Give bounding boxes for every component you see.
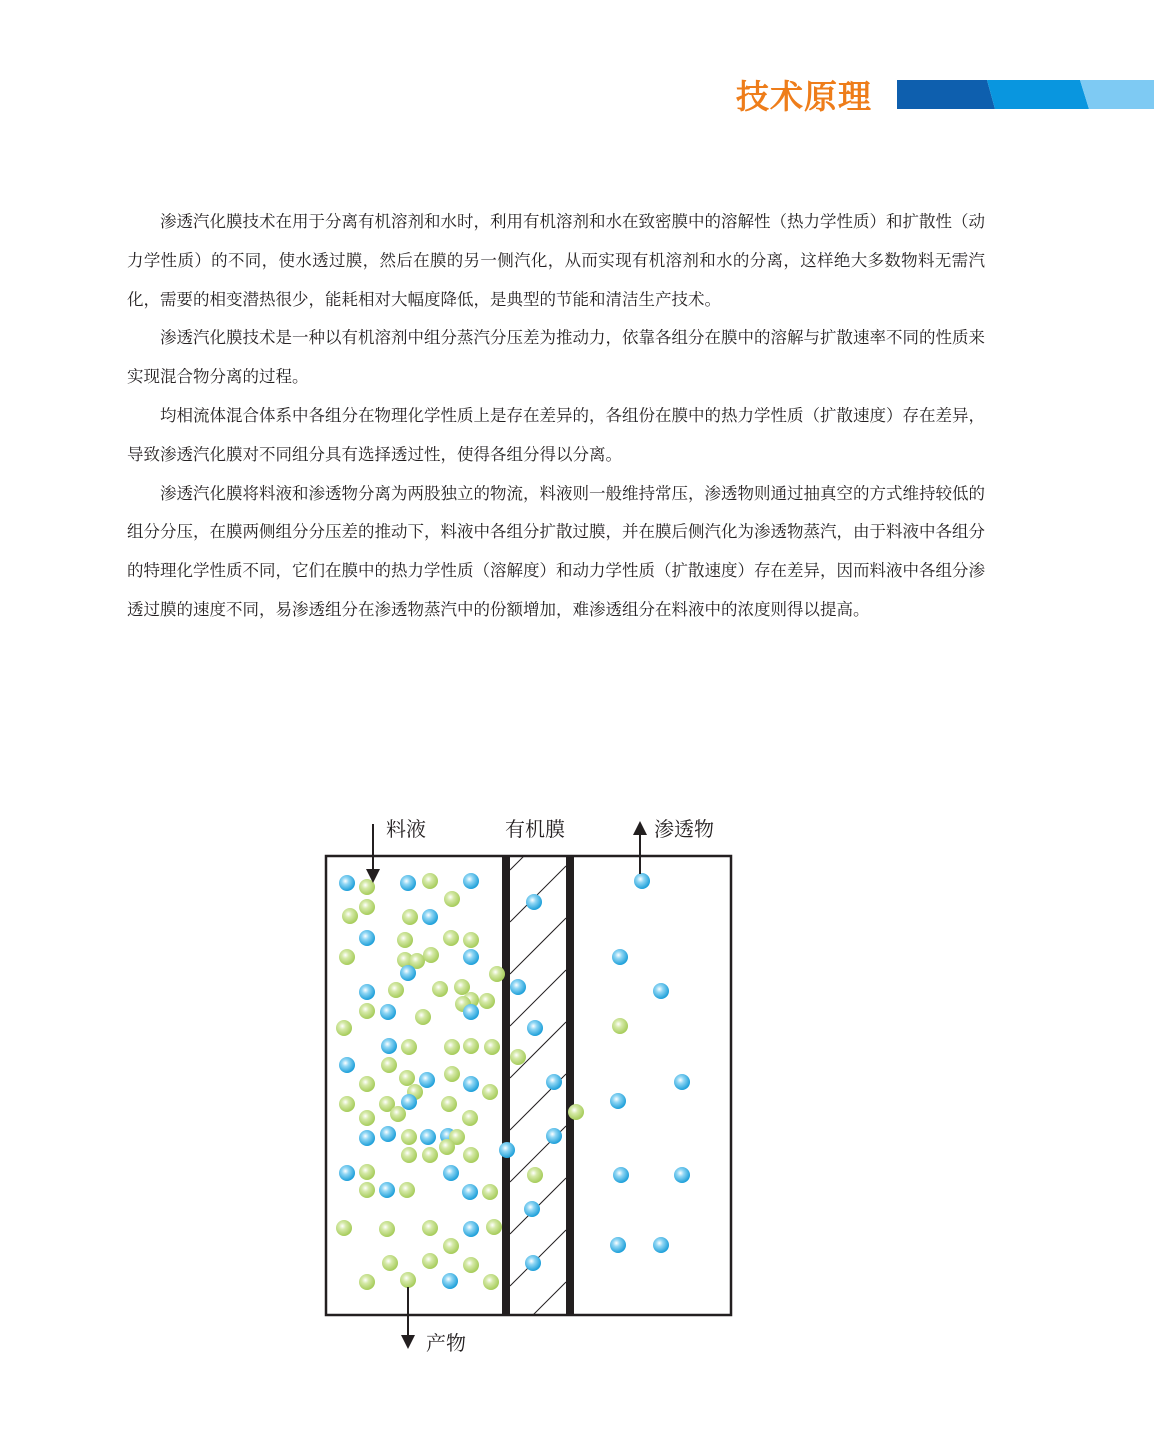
- water-particle: [463, 1004, 479, 1020]
- water-particle: [422, 909, 438, 925]
- solvent-particle: [382, 1255, 398, 1271]
- water-particle: [442, 1273, 458, 1289]
- label-permeate: 渗透物: [654, 817, 714, 841]
- water-particle: [525, 1255, 541, 1271]
- bar-segment-light: [1080, 80, 1154, 109]
- solvent-particle: [359, 1274, 375, 1290]
- water-particle: [546, 1128, 562, 1144]
- hatch-line: [510, 1282, 566, 1338]
- solvent-particle: [399, 1070, 415, 1086]
- solvent-particle: [402, 909, 418, 925]
- water-particle: [379, 1182, 395, 1198]
- solvent-particle: [422, 1253, 438, 1269]
- solvent-particle: [463, 1257, 479, 1273]
- label-feed: 料液: [386, 817, 426, 841]
- water-particle: [612, 949, 628, 965]
- water-particle: [400, 965, 416, 981]
- solvent-particle: [443, 1238, 459, 1254]
- solvent-particle: [441, 1096, 457, 1112]
- water-particle: [400, 875, 416, 891]
- header-decoration-bar: [897, 80, 1154, 109]
- solvent-particle: [359, 879, 375, 895]
- solvent-particle: [342, 908, 358, 924]
- bar-segment-dark: [897, 80, 995, 109]
- solvent-particle: [568, 1104, 584, 1120]
- solvent-particle: [489, 966, 505, 982]
- water-particle: [462, 1184, 478, 1200]
- solvent-particle: [336, 1220, 352, 1236]
- solvent-particle: [484, 1039, 500, 1055]
- solvent-particle: [401, 1039, 417, 1055]
- solvent-particle: [463, 932, 479, 948]
- solvent-particle: [527, 1167, 543, 1183]
- water-particle: [463, 873, 479, 889]
- paragraph-2: 渗透汽化膜技术是一种以有机溶剂中组分蒸汽分压差为推动力，依靠各组分在膜中的溶解与扩散速率不同的性质来实现混合物分离的过程。: [127, 328, 985, 387]
- solvent-particle: [510, 1049, 526, 1065]
- solvent-particle: [612, 1018, 628, 1034]
- solvent-particle: [462, 1110, 478, 1126]
- water-particle: [339, 1057, 355, 1073]
- solvent-particle: [486, 1219, 502, 1235]
- solvent-particle: [463, 1038, 479, 1054]
- water-particle: [613, 1167, 629, 1183]
- paragraph-1: 渗透汽化膜技术在用于分离有机溶剂和水时，利用有机溶剂和水在致密膜中的溶解性（热力学性质）和扩散性（动力学性质）的不同，使水透过膜，然后在膜的另一侧汽化，从而实现有机溶剂和水的分离，这样绝大多数物料无需汽化，需要的相变潜热很少，能耗相对大幅度降低，是典型的节能和清洁生产技术。: [127, 212, 985, 309]
- water-particle: [463, 949, 479, 965]
- solvent-particle: [444, 1039, 460, 1055]
- hatch-line: [510, 866, 566, 922]
- solvent-particle: [463, 1147, 479, 1163]
- membrane-right-wall: [566, 856, 574, 1315]
- solvent-particle: [423, 947, 439, 963]
- solvent-particle: [359, 1182, 375, 1198]
- solvent-particle: [479, 993, 495, 1009]
- solvent-particle: [400, 1272, 416, 1288]
- paragraph-4: 渗透汽化膜将料液和渗透物分离为两股独立的物流，料液则一般维持常压，渗透物则通过抽真空的方式维持较低的组分分压，在膜两侧组分分压差的推动下，料液中各组分扩散过膜，并在膜后侧汽化为渗透物蒸汽，由于料液中各组分的特理化学性质不同，它们在膜中的热力学性质（溶解度）和动力学性质（扩散速度）存在差异，因而料液中各组分渗透过膜的速度不同，易渗透组分在渗透物蒸汽中的份额增加，难渗透组分在料液中的浓度则得以提高。: [127, 483, 985, 619]
- solvent-particle: [482, 1184, 498, 1200]
- water-particle: [653, 983, 669, 999]
- solvent-particle: [432, 981, 448, 997]
- water-particle: [380, 1126, 396, 1142]
- solvent-particle: [422, 1147, 438, 1163]
- label-membrane: 有机膜: [505, 817, 565, 841]
- solvent-particle: [454, 979, 470, 995]
- solvent-particle: [336, 1020, 352, 1036]
- water-particle: [419, 1072, 435, 1088]
- solvent-particle: [359, 1076, 375, 1092]
- water-particle: [463, 1076, 479, 1092]
- solvent-particle: [359, 1003, 375, 1019]
- water-particle: [381, 1038, 397, 1054]
- solvent-particle: [399, 1182, 415, 1198]
- solvent-particle: [444, 1066, 460, 1082]
- water-particle: [339, 1165, 355, 1181]
- water-particle: [526, 894, 542, 910]
- water-particle: [401, 1094, 417, 1110]
- water-particle: [339, 875, 355, 891]
- solvent-particle: [388, 982, 404, 998]
- paragraph-3: 均相流体混合体系中各组分在物理化学性质上是存在差异的，各组份在膜中的热力学性质（扩散速度）存在差异，导致渗透汽化膜对不同组分具有选择透过性，使得各组分得以分离。: [127, 405, 985, 464]
- water-particle: [359, 984, 375, 1000]
- water-particle: [380, 1004, 396, 1020]
- water-particle: [443, 1165, 459, 1181]
- solvent-particle: [359, 1110, 375, 1126]
- solvent-particle: [443, 930, 459, 946]
- solvent-particle: [415, 1009, 431, 1025]
- hatch-line: [510, 918, 566, 974]
- solvent-particle: [339, 949, 355, 965]
- solvent-particle: [401, 1129, 417, 1145]
- solvent-particle: [359, 1164, 375, 1180]
- particles: [336, 873, 690, 1290]
- pervaporation-diagram: [318, 808, 748, 1363]
- solvent-particle: [422, 873, 438, 889]
- solvent-particle: [401, 1147, 417, 1163]
- water-particle: [674, 1074, 690, 1090]
- body-text: [127, 203, 985, 630]
- water-particle: [463, 1221, 479, 1237]
- label-product: 产物: [426, 1331, 466, 1355]
- water-particle: [610, 1093, 626, 1109]
- page-title: 技术原理: [736, 77, 872, 116]
- water-particle: [610, 1237, 626, 1253]
- solvent-particle: [444, 891, 460, 907]
- solvent-particle: [482, 1084, 498, 1100]
- water-particle: [524, 1201, 540, 1217]
- solvent-particle: [379, 1221, 395, 1237]
- solvent-particle: [359, 899, 375, 915]
- water-particle: [674, 1167, 690, 1183]
- water-particle: [653, 1237, 669, 1253]
- water-particle: [634, 873, 650, 889]
- solvent-particle: [483, 1274, 499, 1290]
- vessel-outline: [326, 856, 731, 1315]
- hatch-line: [510, 970, 566, 1026]
- solvent-particle: [422, 1220, 438, 1236]
- bar-segment-mid: [987, 80, 1089, 109]
- solvent-particle: [381, 1057, 397, 1073]
- water-particle: [499, 1142, 515, 1158]
- solvent-particle: [339, 1096, 355, 1112]
- water-particle: [510, 979, 526, 995]
- solvent-particle: [390, 1106, 406, 1122]
- water-particle: [546, 1074, 562, 1090]
- water-particle: [527, 1020, 543, 1036]
- solvent-particle: [439, 1139, 455, 1155]
- water-particle: [359, 930, 375, 946]
- solvent-particle: [397, 932, 413, 948]
- water-particle: [420, 1129, 436, 1145]
- membrane-left-wall: [502, 856, 510, 1315]
- water-particle: [359, 1130, 375, 1146]
